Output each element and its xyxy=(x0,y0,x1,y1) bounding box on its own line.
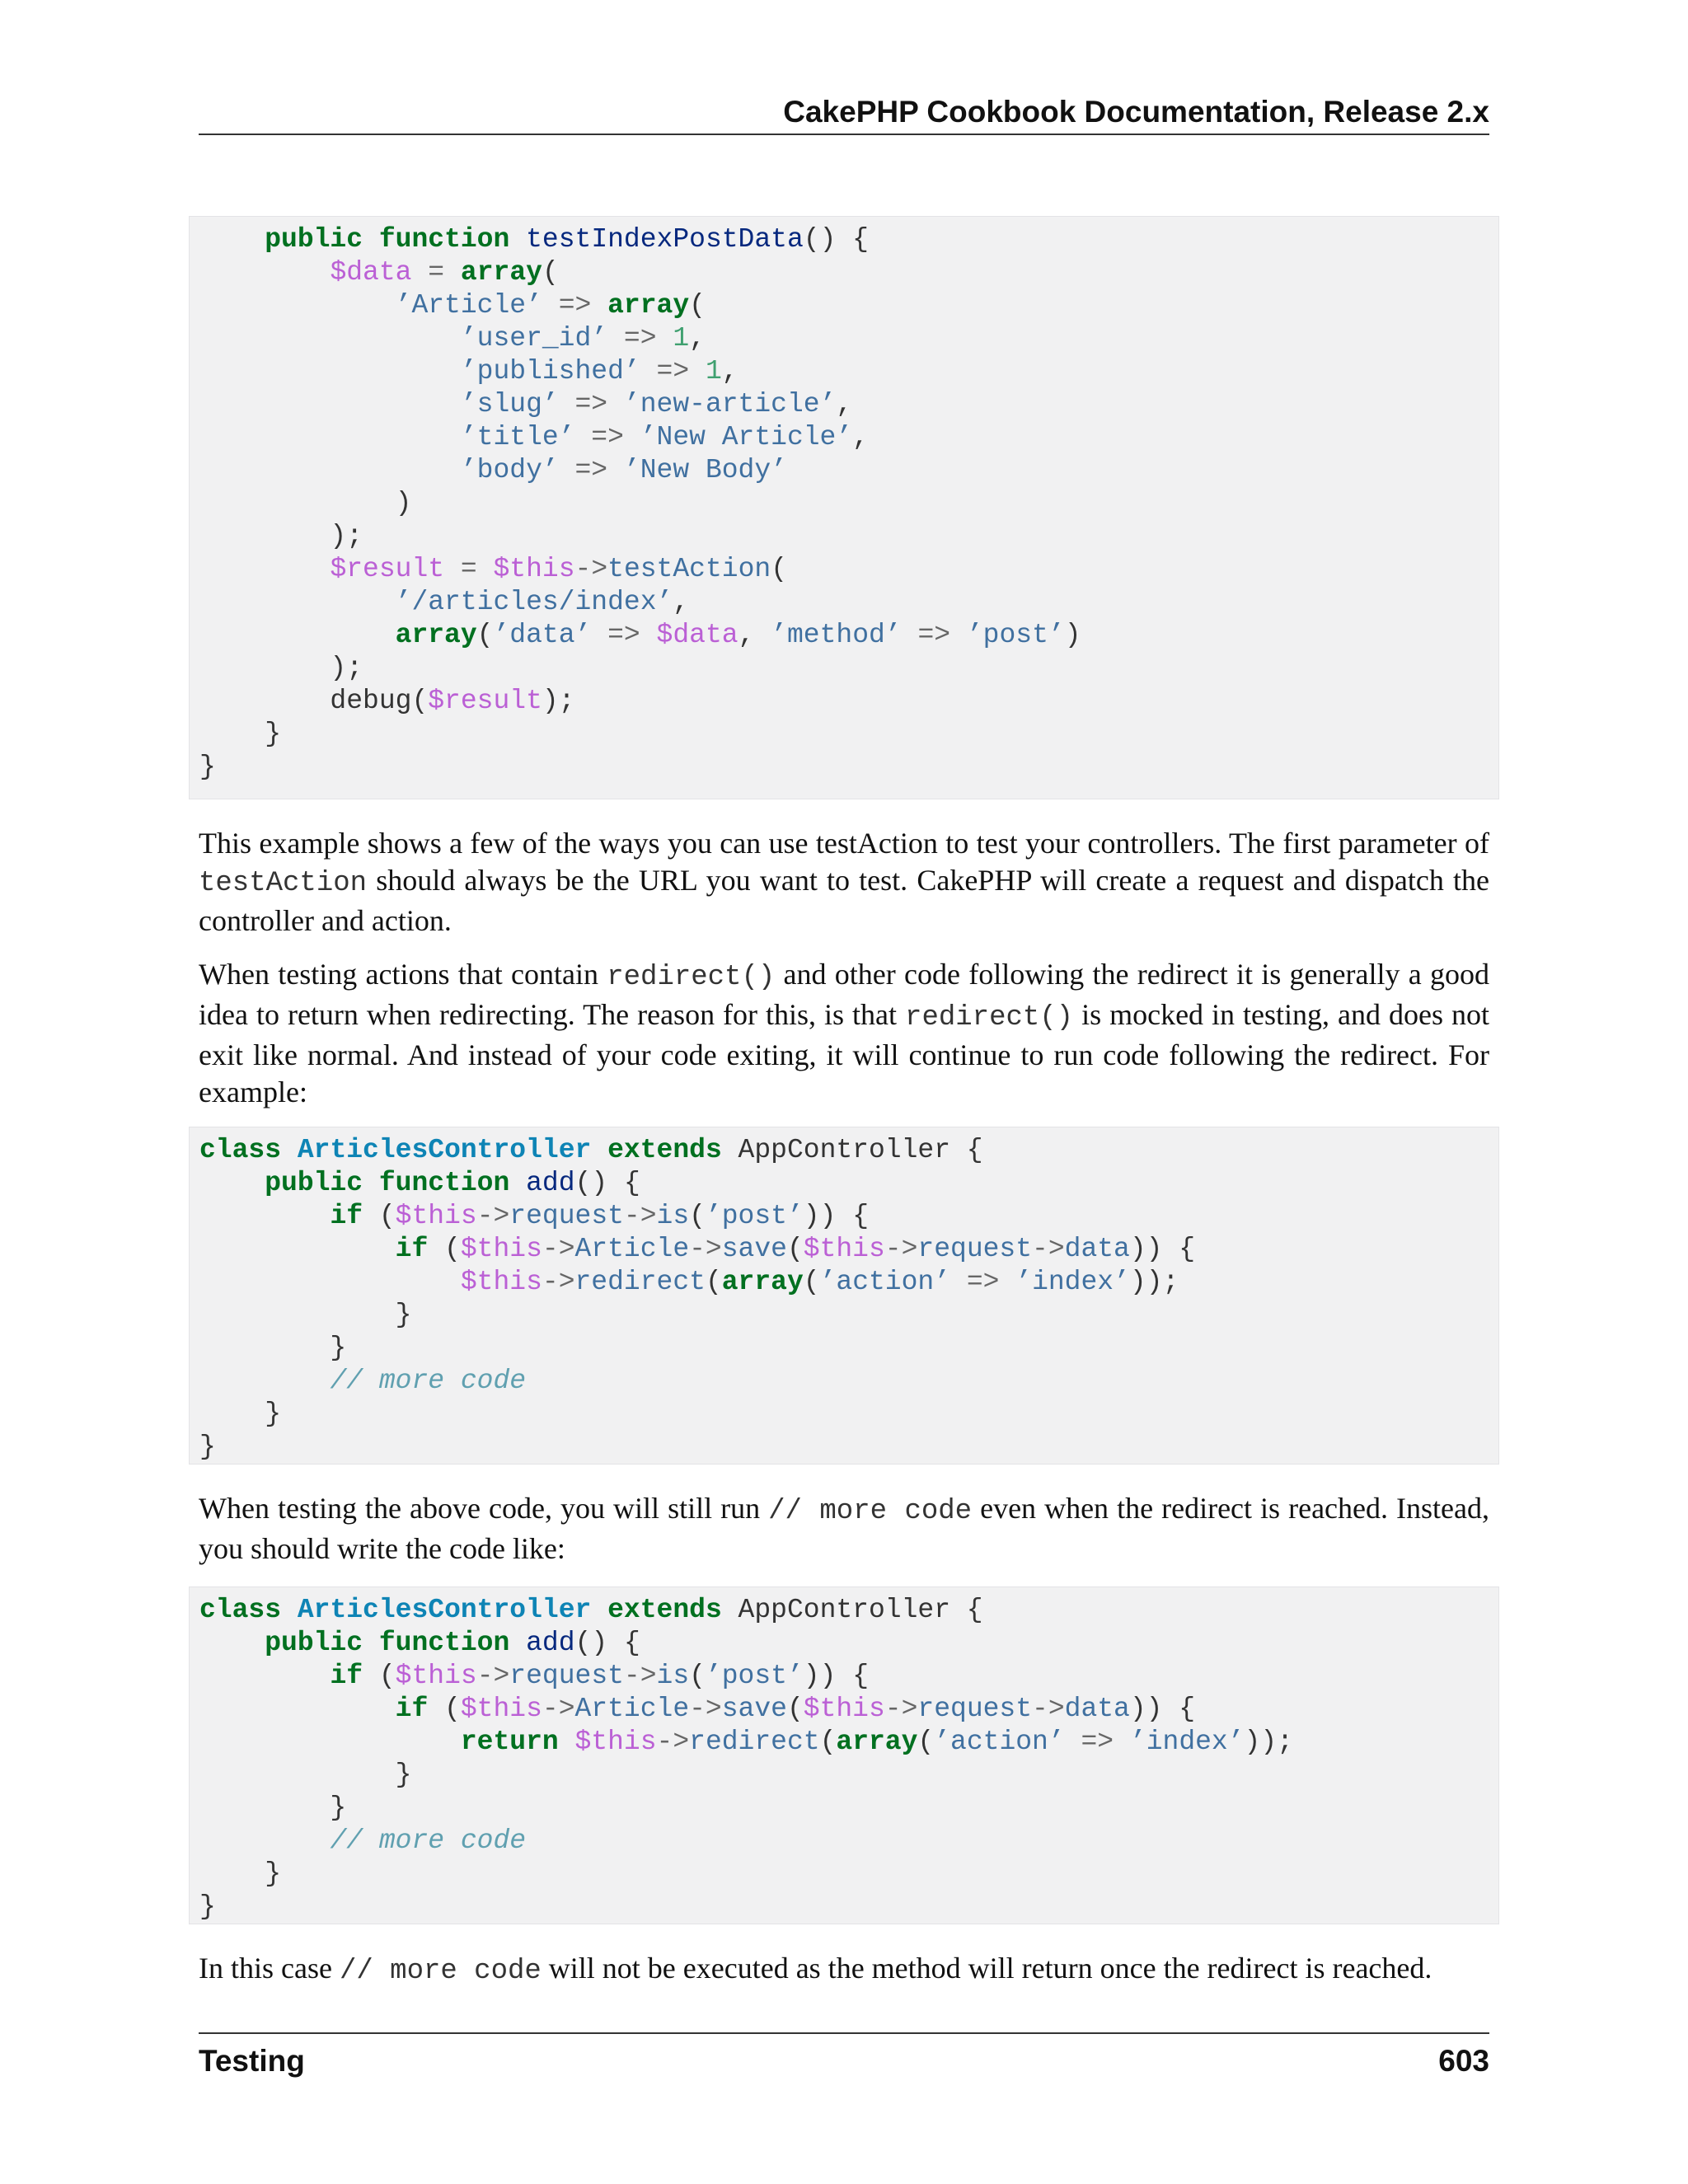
code-line: $data = array( xyxy=(330,257,559,288)
code-line: return $this->redirect(array(’action’ => ’index’)); xyxy=(460,1727,1293,1757)
code-line: ’published’ => 1, xyxy=(460,356,738,387)
code-line: ’slug’ => ’new-article’, xyxy=(460,389,853,419)
code-line: public function add() { xyxy=(265,1628,640,1658)
code-line: } xyxy=(199,719,282,749)
inline-code: // more code xyxy=(339,1956,542,1987)
code-line: public function add() { xyxy=(265,1168,640,1198)
code-line: ); xyxy=(199,653,363,683)
code-line: ’title’ => ’New Article’, xyxy=(460,422,869,452)
inline-code: redirect() xyxy=(607,962,776,993)
inline-code: // more code xyxy=(768,1496,973,1527)
code-line: } xyxy=(199,1760,412,1790)
code-line: ’user_id’ => 1, xyxy=(460,323,706,354)
code-line: if ($this->Article->save($this->request->data)) { xyxy=(395,1234,1196,1264)
code-line: } xyxy=(199,1891,216,1922)
code-line: } xyxy=(199,1858,282,1889)
code-line: public function testIndexPostData() { xyxy=(265,224,869,255)
paragraph-more-code: When testing the above code, you will still run // more code even when the redirect is reached. Instead, you should write the code like: xyxy=(199,1492,1489,1565)
code-line: $this->redirect(array(’action’ => ’index’)); xyxy=(460,1267,1179,1297)
code-line: class ArticlesController extends AppController { xyxy=(199,1595,983,1625)
running-footer xyxy=(199,2032,1489,2079)
code-line: // more code xyxy=(330,1825,527,1856)
code-line: } xyxy=(199,752,216,782)
code-line: ); xyxy=(199,521,363,551)
code-line: } xyxy=(199,1793,347,1823)
paragraph-conclusion: In this case // more code will not be executed as the method will return once the redirect is reached. xyxy=(199,1952,1432,1987)
code-line: ) xyxy=(199,488,412,518)
code-line: $result = $this->testAction( xyxy=(330,554,787,584)
inline-code: testAction xyxy=(199,868,368,899)
code-line: } xyxy=(199,1432,216,1462)
code-line: if ($this->request->is(’post’)) { xyxy=(330,1661,869,1691)
code-line: ’Article’ => array( xyxy=(395,290,706,321)
code-line: } xyxy=(199,1300,412,1330)
code-line: if ($this->Article->save($this->request->data)) { xyxy=(395,1694,1196,1724)
code-line: ’body’ => ’New Body’ xyxy=(460,455,787,485)
code-line: ’/articles/index’, xyxy=(395,587,690,617)
inline-code: redirect() xyxy=(905,1002,1074,1033)
page-number: 603 xyxy=(1438,2044,1489,2078)
code-line: debug($result); xyxy=(199,686,575,716)
code-line: } xyxy=(199,1399,282,1429)
paragraph-redirect: When testing actions that contain redirect() and other code following the redirect it is generally a good idea to return when redirecting. The reason for this, is that redirect() is mocked in testing, and does not exit like normal. And instead of your code exiting, it will continue to run code following the redirect. For example: xyxy=(199,958,1490,1108)
code-block-return-redirect xyxy=(189,1586,1499,1924)
code-line: if ($this->request->is(’post’)) { xyxy=(330,1201,869,1231)
code-line: // more code xyxy=(330,1366,527,1396)
footer-section: Testing xyxy=(199,2044,305,2078)
code-line: } xyxy=(199,1333,347,1363)
running-header: CakePHP Cookbook Documentation, Release 2.x xyxy=(199,89,1489,135)
code-block-test-index-post-data xyxy=(189,216,1499,799)
code-line: array(’data’ => $data, ’method’ => ’post’) xyxy=(395,620,1081,650)
code-block-redirect-example xyxy=(189,1127,1499,1465)
code-line: class ArticlesController extends AppController { xyxy=(199,1135,983,1165)
paragraph-test-action: This example shows a few of the ways you can use testAction to test your controllers. The first parameter of testAction should always be the URL you want to test. CakePHP will create a request and dispatch the controller and action. xyxy=(199,827,1489,937)
